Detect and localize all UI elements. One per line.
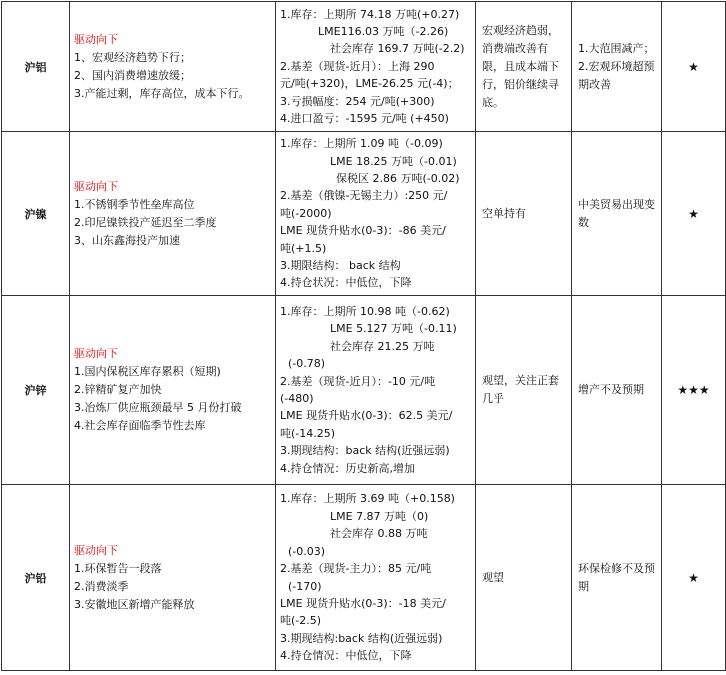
driver-item: 2.锌精矿复产加快 <box>74 383 162 396</box>
driver-item: 3.产能过剩，库存高位，成本下行。 <box>74 86 250 100</box>
metal-name: 沪铅 <box>2 485 70 671</box>
rating-stars: ★ <box>662 2 726 132</box>
data-line: 社会库存 0.88 万吨 <box>330 527 428 541</box>
data-line: 2.基差（现货-主力）：85 元/吨 <box>280 562 432 576</box>
driver-heading: 驱动向下 <box>74 179 118 193</box>
view-cell: 观望，关注正套几乎 <box>476 296 572 485</box>
data-line: LME 现货升贴水(0-3)：62.5 美元/ <box>280 409 453 423</box>
table-row <box>2 485 726 671</box>
data-line: (-0.03) <box>288 544 326 558</box>
data-line: (-480) <box>280 392 314 405</box>
data-line: 1.库存：上期所 1.09 吨（-0.09) <box>280 137 443 151</box>
driver-item: 1.不锈钢季节性垒库高位 <box>74 197 195 211</box>
view-cell: 观望 <box>476 485 572 671</box>
data-line: 1.库存：上期所 10.98 吨（-0.62) <box>280 304 450 318</box>
data-line: 社会库存 169.7 万吨(-2.2) <box>330 42 465 56</box>
data-line: 3.期现结构：back 结构(近强远弱) <box>280 444 450 458</box>
data-line: LME 5.127 万吨（-0.11) <box>330 322 457 336</box>
data-line: 1.库存：上期所 3.69 吨（+0.158) <box>280 492 455 506</box>
catalyst-cell: 增产不及预期 <box>572 296 662 485</box>
data-line: LME 18.25 万吨（-0.01) <box>330 154 457 168</box>
data-line: 4.持仓状况：中低位，下降 <box>280 276 412 290</box>
data-line: 4.持仓情况：中低位，下降 <box>280 649 412 663</box>
data-cell <box>276 2 476 132</box>
data-cell <box>276 296 476 485</box>
metal-name: 沪镍 <box>2 132 70 296</box>
driver-item: 3、山东鑫海投产加速 <box>74 233 180 247</box>
data-line: 4.进口盈亏：-1595 元/吨 (+450) <box>280 112 449 126</box>
data-line: LME 现货升贴水(0-3)：-86 美元/ <box>280 224 446 238</box>
data-line: 元/吨(+320)，LME-26.25 元(-4)； <box>280 77 459 91</box>
data-line: 1.库存：上期所 74.18 万吨(+0.27) <box>280 7 460 21</box>
data-line: 2.基差（现货-近月）：上海 290 <box>280 59 435 73</box>
data-line: 吨(+1.5) <box>280 241 327 255</box>
rating-stars: ★★★ <box>662 296 726 485</box>
data-line: 吨(-2.5) <box>280 614 322 628</box>
data-line: (-0.78) <box>288 357 326 371</box>
driver-item: 1、宏观经济趋势下行； <box>74 50 191 64</box>
data-line: 2.基差（现货-近月）：-10 元/吨 <box>280 374 436 388</box>
driver-item: 3.冶炼厂供应瓶颈最早 5 月份打破 <box>74 401 242 414</box>
data-line: 保税区 2.86 万吨(-0.02) <box>336 171 460 185</box>
data-line: 4.持仓情况：历史新高,增加 <box>280 461 415 475</box>
driver-cell <box>70 2 276 132</box>
data-line: 社会库存 21.25 万吨 <box>330 339 435 353</box>
commodity-table <box>1 1 726 671</box>
rating-stars: ★ <box>662 132 726 296</box>
driver-item: 2.印尼镍铁投产延迟至二季度 <box>74 215 217 229</box>
data-line: (-170) <box>288 579 322 593</box>
data-line: LME116.03 万吨（-2.26) <box>318 24 449 38</box>
rating-stars: ★ <box>662 485 726 671</box>
table-row <box>2 132 726 296</box>
driver-heading: 驱动向下 <box>74 32 118 46</box>
table-row <box>2 296 726 485</box>
data-line: 吨(-2000) <box>280 206 332 220</box>
driver-heading: 驱动向下 <box>74 543 118 557</box>
driver-item: 1.国内保税区库存累积（短期) <box>74 365 221 378</box>
driver-item: 2、国内消费增速放缓； <box>74 68 191 82</box>
driver-item: 2.消费淡季 <box>74 579 129 593</box>
catalyst-cell: 1.大范围减产；2.宏观环境超预期改善 <box>572 2 662 132</box>
data-line: 3.期限结构： back 结构 <box>280 259 401 273</box>
driver-cell <box>70 132 276 296</box>
driver-heading: 驱动向下 <box>74 347 118 360</box>
driver-item: 3.安徽地区新增产能释放 <box>74 597 195 611</box>
data-line: LME 7.87 万吨（0) <box>330 509 429 523</box>
data-line: 2.基差（俄镍-无锡主力）:250 元/ <box>280 189 448 203</box>
table-row <box>2 2 726 132</box>
catalyst-cell: 中美贸易出现变数 <box>572 132 662 296</box>
data-line: 3.亏损幅度：254 元/吨(+300) <box>280 94 435 108</box>
data-line: LME 现货升贴水(0-3)：-18 美元/ <box>280 596 446 610</box>
data-line: 吨(-14.25) <box>280 426 336 440</box>
data-cell <box>276 485 476 671</box>
data-line: 3.期现结构:back 结构(近强远弱) <box>280 631 443 645</box>
metal-name: 沪锌 <box>2 296 70 485</box>
metal-name: 沪铝 <box>2 2 70 132</box>
view-cell: 空单持有 <box>476 132 572 296</box>
view-cell: 宏观经济趋弱，消费端改善有限，且成本端下行，铝价继续寻底。 <box>476 2 572 132</box>
driver-item: 1.环保暂告一段落 <box>74 561 162 575</box>
data-cell <box>276 132 476 296</box>
driver-cell <box>70 485 276 671</box>
catalyst-cell: 环保检修不及预期 <box>572 485 662 671</box>
driver-cell <box>70 296 276 485</box>
driver-item: 4.社会库存面临季节性去库 <box>74 419 206 432</box>
